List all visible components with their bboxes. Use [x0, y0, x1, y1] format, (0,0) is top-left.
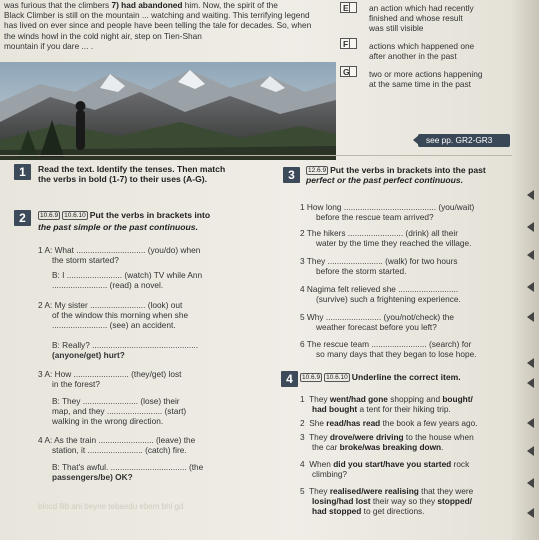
- item-line: B: That's awful. ................................. (the: [52, 462, 204, 472]
- ex2-item-2b: [52, 340, 198, 360]
- story-line-1: was furious that the climbers 7) had abandoned him. Now, the spirit of the: [4, 0, 278, 10]
- ex3-item-5: [300, 312, 454, 332]
- exercise-2-subheading: [38, 222, 198, 232]
- ex4-item-2: [300, 418, 514, 428]
- page-edge: [512, 0, 539, 540]
- story-line-2: Black Climber is still on the mountain ... watching and waiting. This terrifying legend: [4, 10, 310, 21]
- exercise-4-heading: [300, 372, 515, 382]
- item-line: walking in the wrong direction.: [52, 416, 164, 426]
- tense-use-text: after another in the past: [369, 51, 457, 61]
- item-line: the storm started?: [52, 255, 119, 265]
- edge-marker-icon: [527, 312, 534, 322]
- mountain-photo: [0, 62, 336, 160]
- ex3-item-1: [300, 202, 474, 222]
- item-line: 4 Nagima felt relieved she ..........................: [300, 284, 459, 294]
- exercise-1-line1: Read the text. Identify the tenses. Then match: [38, 164, 226, 174]
- ex2-item-4b: [52, 462, 203, 482]
- item-line: climbing?: [312, 469, 348, 479]
- ex2-item-1b: [52, 270, 202, 290]
- item-line: ........................ (read) a novel.: [52, 280, 164, 290]
- ex4-item-3: [300, 432, 514, 452]
- ex4-item-1: [300, 394, 514, 414]
- section-divider: [0, 155, 512, 156]
- item-line: 6 The rescue team ........................ (search) for: [300, 339, 472, 349]
- edge-marker-icon: [527, 446, 534, 456]
- edge-marker-icon: [527, 418, 534, 428]
- faded-bleed-text: blocd llib ani beyne tebaedu ebem bhl gd: [38, 502, 184, 511]
- exercise-1-heading: [38, 164, 225, 185]
- exercise-4-number: 4: [281, 371, 298, 387]
- ex3-item-2: [300, 228, 471, 248]
- item-line: station, it ........................ (catch) fire.: [52, 445, 187, 455]
- item-line: passengers/be) OK?: [52, 472, 133, 482]
- ex2-item-3a: [38, 369, 181, 389]
- story-line-3: has lived on ever since and people have been telling the tale for decades. So, when: [4, 20, 312, 31]
- item-line: 3 They ........................ (walk) for two hours: [300, 256, 458, 266]
- exercise-2-line2: the past simple or the past continuous.: [38, 222, 198, 232]
- exercise-3-line1: Put the verbs in brackets into the past: [330, 165, 486, 175]
- item-line: 3 They drove/were driving to the house when: [300, 432, 474, 442]
- curriculum-tag: 10.6.9: [302, 374, 321, 381]
- item-line: the car broke/was breaking down.: [312, 442, 444, 452]
- edge-marker-icon: [527, 282, 534, 292]
- mountain-illustration: [0, 62, 336, 160]
- edge-marker-icon: [527, 378, 534, 388]
- item-line: 4 When did you start/have you started rock: [300, 459, 470, 469]
- item-line: map, and they ........................ (start): [52, 406, 187, 416]
- item-line: 1 They went/had gone shopping and bought/: [300, 394, 473, 404]
- edge-marker-icon: [527, 358, 534, 368]
- ex4-item-4: [300, 459, 514, 479]
- item-line: had stopped to get directions.: [312, 506, 425, 516]
- item-line: 1 How long ........................................ (you/wait): [300, 202, 475, 212]
- exercise-1-number: 1: [14, 164, 31, 180]
- ex2-item-1a: [38, 245, 200, 265]
- tense-letter-box[interactable]: E: [340, 2, 357, 13]
- ex3-item-4: [300, 284, 461, 304]
- see-pages-reference[interactable]: see pp. GR2-GR3: [418, 134, 510, 147]
- ex4-item-5: [300, 486, 514, 516]
- exercise-2-line1: Put the verbs in brackets into: [89, 210, 211, 220]
- tense-letter-box[interactable]: G: [340, 66, 357, 77]
- tense-use-text: actions which happened one: [369, 41, 475, 51]
- exercise-3-heading: [306, 165, 516, 186]
- tense-use-text: two or more actions happening: [369, 69, 483, 79]
- item-line: 3 A: How ........................ (they/get) lost: [38, 369, 182, 379]
- edge-marker-icon: [527, 222, 534, 232]
- edge-marker-icon: [527, 508, 534, 518]
- item-line: B: Really? ..............................................: [52, 340, 199, 350]
- item-line: before the rescue team arrived?: [316, 212, 434, 222]
- item-line: of the window this morning when she: [52, 310, 189, 320]
- item-line: (anyone/get) hurt?: [52, 350, 125, 360]
- item-line: (survive) such a frightening experience.: [316, 294, 461, 304]
- story-line-4: the winds howl in the cold night air, step on Tien-Shan: [4, 30, 202, 41]
- item-line: in the forest?: [52, 379, 100, 389]
- tense-use-text: was still visible: [369, 23, 424, 33]
- item-line: 1 A: What .............................. (you/do) when: [38, 245, 201, 255]
- edge-marker-icon: [527, 190, 534, 200]
- item-line: weather forecast before you left?: [316, 322, 437, 332]
- exercise-3-number: 3: [283, 167, 300, 183]
- ex2-item-4a: [38, 435, 195, 455]
- tense-use-text: at the same time in the past: [369, 79, 471, 89]
- item-line: B: They ........................ (lose) their: [52, 396, 180, 406]
- curriculum-tag: 10.6.9: [40, 212, 59, 219]
- edge-marker-icon: [527, 478, 534, 488]
- item-line: had bought a tent for their hiking trip.: [312, 404, 451, 414]
- item-line: water by the time they reached the village.: [316, 238, 472, 248]
- item-line: so many days that they began to lose hope.: [316, 349, 477, 359]
- curriculum-tag: 10.6.10: [326, 374, 348, 381]
- exercise-4-title: Underline the correct item.: [351, 372, 461, 382]
- tense-use-text: finished and whose result: [369, 13, 463, 23]
- item-line: losing/had lost their way so they stopped/: [312, 496, 472, 506]
- exercise-2-heading: [38, 210, 278, 220]
- curriculum-tag: 10.6.10: [64, 212, 86, 219]
- story-text: [4, 0, 330, 51]
- edge-marker-icon: [527, 250, 534, 260]
- item-line: 4 A: As the train ........................ (leave) the: [38, 435, 196, 445]
- ex2-item-2a: [38, 300, 188, 330]
- ex2-item-3b: [52, 396, 186, 426]
- item-line: 2 She read/has read the book a few years ago.: [300, 418, 478, 428]
- item-line: 2 A: My sister ........................ (look) out: [38, 300, 183, 310]
- item-line: B: I ........................ (watch) TV while Ann: [52, 270, 203, 280]
- curriculum-tag: 12.6.9: [308, 167, 327, 174]
- exercise-2-number: 2: [14, 210, 31, 226]
- ex3-item-6: [300, 339, 477, 359]
- item-line: 5 Why ........................ (you/not/check) the: [300, 312, 455, 322]
- item-line: 5 They realised/were realising that they were: [300, 486, 474, 496]
- tense-letter-box[interactable]: F: [340, 38, 357, 49]
- item-line: 2 The hikers ........................ (drink) all their: [300, 228, 458, 238]
- item-line: ........................ (see) an accident.: [52, 320, 176, 330]
- item-line: before the storm started.: [316, 266, 407, 276]
- story-line-5: mountain if you dare ... .: [4, 40, 94, 51]
- tense-use-text: an action which had recently: [369, 3, 474, 13]
- exercise-1-line2: the verbs in bold (1-7) to their uses (A-G).: [38, 174, 208, 185]
- exercise-3-line2: perfect or the past perfect continuous.: [306, 175, 464, 186]
- ex3-item-3: [300, 256, 458, 276]
